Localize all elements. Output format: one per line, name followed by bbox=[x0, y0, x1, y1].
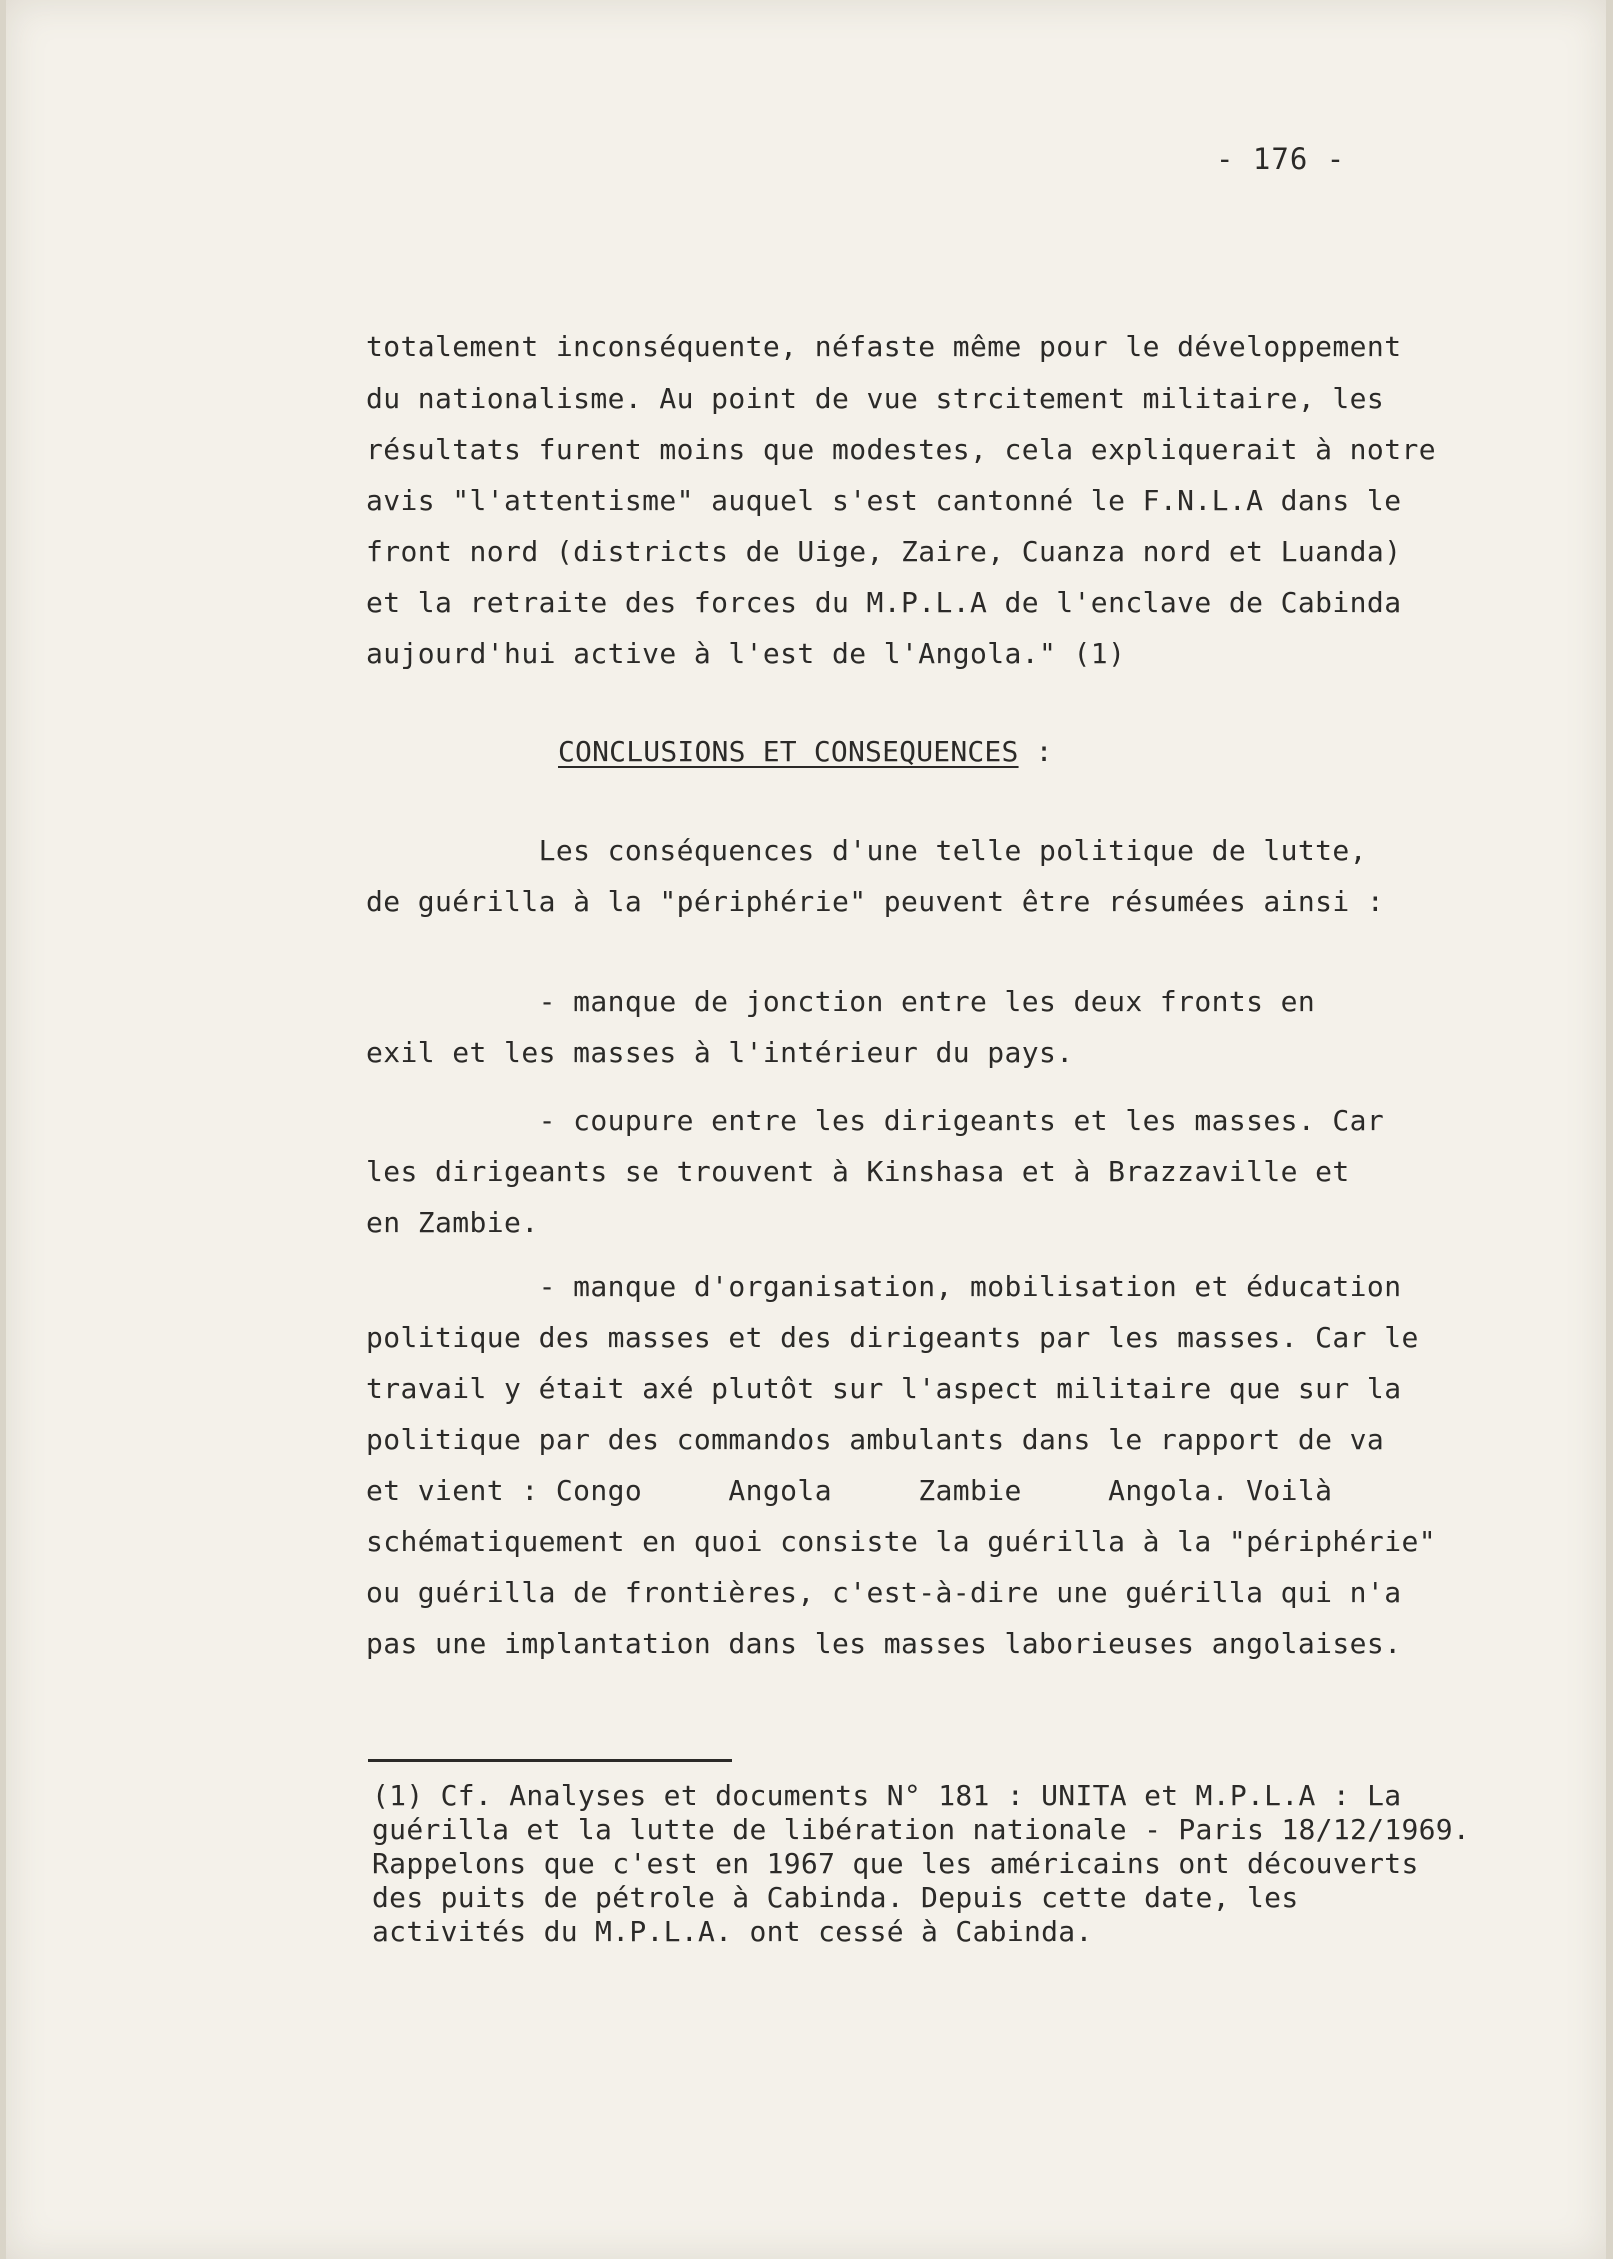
quote-line-4: avis "l'attentisme" auquel s'est cantonné le F.N.L.A dans le bbox=[366, 484, 1402, 517]
section-heading-colon: : bbox=[1018, 735, 1053, 768]
body-line-13: schématiquement en quoi consiste la guérilla à la "périphérie" bbox=[366, 1525, 1436, 1558]
body-line-11: politique par des commandos ambulants dans le rapport de va bbox=[366, 1423, 1385, 1456]
page-number: - 176 - bbox=[1216, 142, 1346, 176]
footnote-line-1: (1) Cf. Analyses et documents N° 181 : UNITA et M.P.L.A : La bbox=[372, 1779, 1402, 1812]
body-line-4: exil et les masses à l'intérieur du pays. bbox=[366, 1036, 1074, 1069]
quote-line-5: front nord (districts de Uige, Zaire, Cuanza nord et Luanda) bbox=[366, 535, 1402, 568]
footnote-separator bbox=[368, 1759, 732, 1762]
section-heading bbox=[558, 735, 1053, 768]
footnote-line-3: Rappelons que c'est en 1967 que les américains ont découverts bbox=[372, 1847, 1419, 1880]
quote-line-7: aujourd'hui active à l'est de l'Angola." (1) bbox=[366, 637, 1126, 670]
body-line-1: Les conséquences d'une telle politique de lutte, bbox=[366, 834, 1367, 867]
body-line-2: de guérilla à la "périphérie" peuvent être résumées ainsi : bbox=[366, 885, 1385, 918]
body-line-14: ou guérilla de frontières, c'est-à-dire une guérilla qui n'a bbox=[366, 1576, 1402, 1609]
footnote-line-4: des puits de pétrole à Cabinda. Depuis cette date, les bbox=[372, 1881, 1299, 1914]
quote-line-6: et la retraite des forces du M.P.L.A de l'enclave de Cabinda bbox=[366, 586, 1402, 619]
body-line-15: pas une implantation dans les masses laborieuses angolaises. bbox=[366, 1627, 1402, 1660]
footnote-line-2: guérilla et la lutte de libération nationale - Paris 18/12/1969. bbox=[372, 1813, 1471, 1846]
body-line-7: en Zambie. bbox=[366, 1206, 539, 1239]
quote-line-2: du nationalisme. Au point de vue strcitement militaire, les bbox=[366, 382, 1385, 415]
body-line-9: politique des masses et des dirigeants par les masses. Car le bbox=[366, 1321, 1419, 1354]
body-line-8: - manque d'organisation, mobilisation et éducation bbox=[366, 1270, 1402, 1303]
document-page bbox=[6, 0, 1606, 2259]
quote-line-1: totalement inconséquente, néfaste même pour le développement bbox=[366, 330, 1402, 363]
quote-line-3: résultats furent moins que modestes, cela expliquerait à notre bbox=[366, 433, 1436, 466]
footnote-line-5: activités du M.P.L.A. ont cessé à Cabinda. bbox=[372, 1915, 1093, 1948]
body-line-3: - manque de jonction entre les deux fronts en bbox=[366, 985, 1316, 1018]
section-heading-text: CONCLUSIONS ET CONSEQUENCES bbox=[558, 735, 1019, 768]
body-line-6: les dirigeants se trouvent à Kinshasa et à Brazzaville et bbox=[366, 1155, 1350, 1188]
body-line-12: et vient : Congo Angola Zambie Angola. Voilà bbox=[366, 1474, 1333, 1507]
body-line-10: travail y était axé plutôt sur l'aspect militaire que sur la bbox=[366, 1372, 1402, 1405]
body-line-5: - coupure entre les dirigeants et les masses. Car bbox=[366, 1104, 1385, 1137]
